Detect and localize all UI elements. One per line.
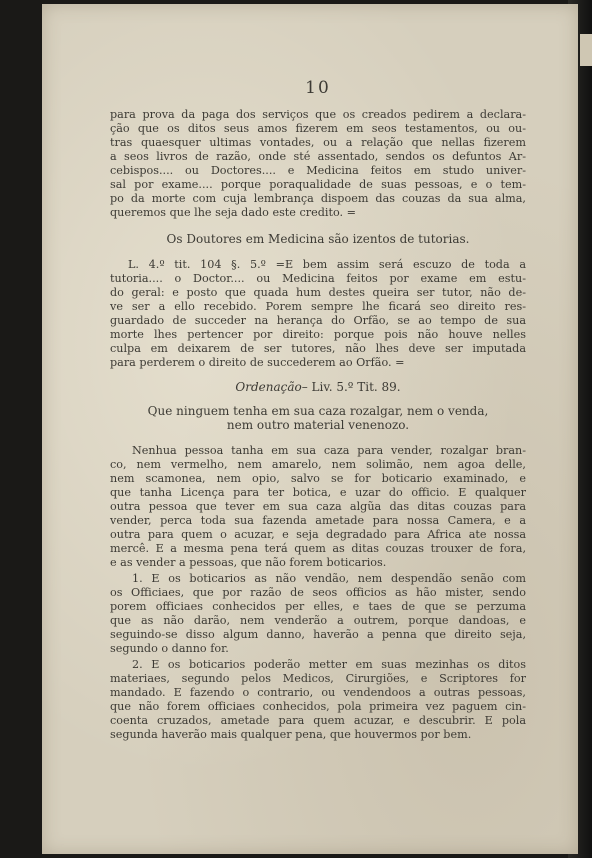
- text-line: sal por exame.... porque poraqualidade de suas pessoas, e o tem-: [110, 178, 526, 191]
- ordenacao-label: Ordenação: [235, 380, 302, 394]
- page-number: 10: [305, 78, 331, 98]
- text-line: ve ser a ello recebido. Porem sempre lhe ficará seo direito res-: [110, 300, 526, 313]
- ordenacao-heading: [110, 380, 526, 394]
- text-line: que as não darão, nem venderão a outrem, porque dandoas, e: [110, 614, 526, 627]
- text-line: co, nem vermelho, nem amarelo, nem solimão, nem agoa delle,: [110, 458, 526, 471]
- text-line: e as vender a pessoas, que não forem boticarios.: [110, 556, 387, 569]
- text-line: tras quaesquer ultimas vontades, ou a relação que nellas fizerem: [110, 136, 526, 149]
- text-line: nem scamonea, nem opio, salvo se for boticario examinado, e: [110, 472, 526, 485]
- text-line: do geral: e posto que quada hum destes queira ser tutor, não de-: [110, 286, 526, 299]
- heading-text: Que ninguem tenha em sua caza rozalgar, nem o venda,: [147, 404, 489, 418]
- text-line: cebispos.... ou Doctores.... e Medicina feitos em studo univer-: [110, 164, 526, 177]
- text-line: porem officiaes conhecidos per elles, e taes de que se perzuma: [110, 600, 526, 613]
- paragraph-1: [110, 108, 526, 220]
- text-line: queremos que lhe seja dado este credito. =: [110, 206, 356, 219]
- text-line: po da morte com cuja lembrança dispoem das couzas da sua alma,: [110, 192, 526, 205]
- text-line: 2. E os boticarios poderão metter em suas mezinhas os ditos: [132, 658, 526, 671]
- text-line: os Officiaes, que por razão de seos officios as hão mister, sendo: [110, 586, 526, 599]
- paragraph-2: [110, 258, 526, 370]
- section-heading-rozalgar: [110, 404, 526, 432]
- page-text: [110, 78, 526, 752]
- text-line: outra para quem o acuzar, e seja degradado para Africa ate nossa: [110, 528, 526, 541]
- text-line: mercê. E a mesma pena terá quem as ditas couzas trouxer de fora,: [110, 542, 526, 555]
- text-line: segundo o danno for.: [110, 642, 229, 655]
- text-line: ção que os ditos seus amos fizerem em seos testamentos, ou ou-: [110, 122, 526, 135]
- heading-text: nem outro material venenozo.: [226, 418, 410, 432]
- section-heading-doutores: [110, 232, 526, 246]
- heading-text: Os Doutores em Medicina são izentos de tutorias.: [166, 232, 470, 246]
- text-line: tutoria.... o Doctor.... ou Medicina feitos por exame em estu-: [110, 272, 526, 285]
- text-line: morte lhes pertencer por direito: porque pois não houve nelles: [110, 328, 526, 341]
- text-line: seguindo-se disso algum danno, haverão a penna que direito seja,: [110, 628, 526, 641]
- text-line: guardado de succeder na herança do Orfão, se ao tempo de sua: [110, 314, 526, 327]
- heading-text: [110, 380, 526, 394]
- text-line: 1. E os boticarios as não vendão, nem despendão senão com: [132, 572, 526, 585]
- text-line: L. 4.º tit. 104 §. 5.º =E bem assim será escuzo de toda a: [128, 258, 526, 271]
- page-tab: [580, 34, 592, 66]
- text-line: mandado. E fazendo o contrario, ou vendendoos a outras pessoas,: [110, 686, 526, 699]
- text-line: vender, perca toda sua fazenda ametade para nossa Camera, e a: [110, 514, 526, 527]
- paragraph-3: [110, 444, 526, 570]
- text-line: materiaes, segundo pelos Medicos, Cirurgiões, e Scriptores for: [110, 672, 526, 685]
- paragraph-4: [110, 572, 526, 656]
- paragraph-5: [110, 658, 526, 742]
- text-line: que não forem officiaes conhecidos, pola primeira vez paguem cin-: [110, 700, 526, 713]
- text-line: coenta cruzados, ametade para quem acuzar, e descubrir. E pola: [110, 714, 526, 727]
- text-line: segunda haverão mais qualquer pena, que houvermos por bem.: [110, 728, 472, 741]
- text-line: que tanha Licença para ter botica, e uzar do officio. E qualquer: [110, 486, 526, 499]
- text-line: para prova da paga dos serviços que os creados pedirem a declara-: [110, 108, 526, 121]
- text-line: Nenhua pessoa tanha em sua caza para vender, rozalgar bran-: [132, 444, 526, 457]
- text-line: outra pessoa que tever em sua caza algũa das ditas couzas para: [110, 500, 526, 513]
- ordenacao-reference: – Liv. 5.º Tit. 89.: [301, 380, 401, 394]
- text-line: para perderem o direito de succederem ao Orfão. =: [110, 356, 405, 369]
- text-line: a seos livros de razão, onde sté assentado, sendos os defuntos Ar-: [110, 150, 526, 163]
- text-line: culpa em deixarem de ser tutores, não lhes deve ser imputada: [110, 342, 526, 355]
